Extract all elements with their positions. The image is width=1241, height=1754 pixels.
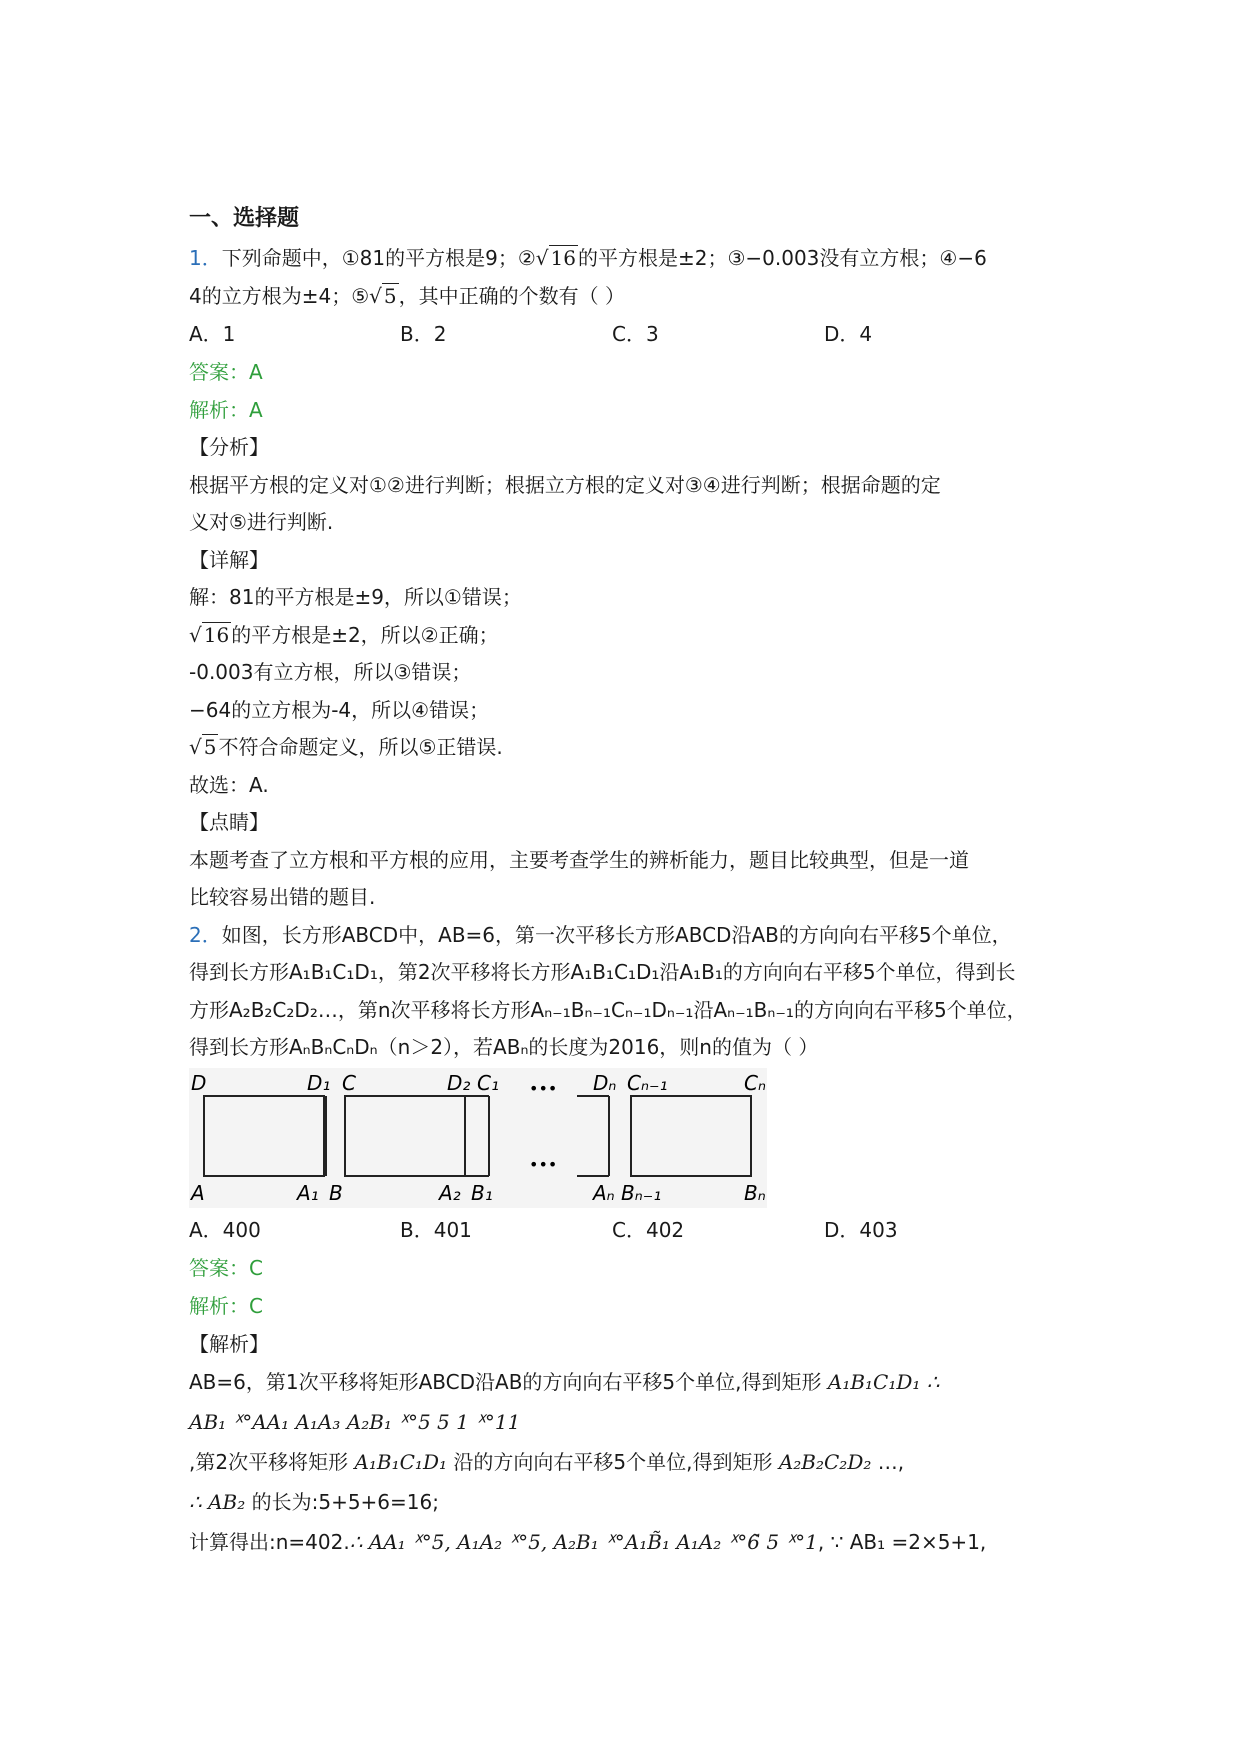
label-Dn: Dₙ: [593, 1071, 617, 1095]
q2-figure: [189, 1068, 767, 1208]
label-dots-bottom: •••: [529, 1155, 558, 1174]
label-Cn: Cₙ: [744, 1071, 766, 1095]
label-D2: D₂: [447, 1071, 471, 1095]
label-Bn-1: Bₙ₋₁: [621, 1181, 662, 1205]
q1-detail-6: 故选：A.: [189, 773, 269, 797]
q2-analysis-short: 解析：C: [189, 1294, 263, 1318]
q1-option-c[interactable]: C．3: [612, 322, 659, 346]
q2-solution-5: 计算得出:n=402.∴ AA₁ ᕽ°5, A₁A₂ ᕽ°5, A₂B₁ ᕽ°A₁B̃₁ A₁A₂ ᕽ°6̃ 5 ᕽ°1, ∵ AB₁ =2×5+1,: [189, 1530, 987, 1554]
q1-option-d[interactable]: D．4: [824, 322, 873, 346]
q1-answer: 答案：A: [189, 360, 263, 384]
label-C1: C₁: [477, 1071, 499, 1095]
label-D1: D₁: [307, 1071, 331, 1095]
label-A2: A₂: [439, 1181, 461, 1205]
label-Cn-1: Cₙ₋₁: [627, 1071, 668, 1095]
label-An: Aₙ: [593, 1181, 615, 1205]
label-D: D: [191, 1071, 207, 1095]
q2-answer: 答案：C: [189, 1256, 263, 1280]
q2-jiexi-heading: 【解析】: [189, 1332, 269, 1356]
q1-fenxi-1: 根据平方根的定义对①②进行判断；根据立方根的定义对③④进行判断；根据命题的定: [189, 473, 941, 497]
q1-line2: 4的立方根为±4；⑤√ 5 ，其中正确的个数有（ ）: [189, 284, 625, 308]
q1-number: 1．: [189, 246, 222, 270]
label-Bn: Bₙ: [744, 1181, 766, 1205]
q1-option-b[interactable]: B．2: [400, 322, 447, 346]
q1-detail-5: √ 5 不符合命题定义，所以⑤正错误.: [189, 735, 503, 759]
q1-analysis-short: 解析：A: [189, 398, 263, 422]
label-B: B: [329, 1181, 343, 1205]
q2-number: 2．: [189, 923, 222, 947]
q1-fenxi-heading: 【分析】: [189, 435, 269, 459]
label-A: A: [191, 1181, 205, 1205]
q2-option-b[interactable]: B．401: [400, 1218, 472, 1242]
label-dots-top: •••: [529, 1079, 558, 1098]
q1-xiangjie-heading: 【详解】: [189, 548, 269, 572]
sqrt-symbol: √ 5: [189, 735, 217, 759]
q2-option-d[interactable]: D．403: [824, 1218, 898, 1242]
q2-option-c[interactable]: C．402: [612, 1218, 685, 1242]
q1-detail-2: √ 16 的平方根是±2，所以②正确；: [189, 623, 499, 647]
label-C: C: [342, 1071, 356, 1095]
q1-detail-4: −64的立方根为-4，所以④错误；: [189, 698, 490, 722]
q1-detail-1: 解：81的平方根是±9，所以①错误；: [189, 585, 522, 609]
q2-line4: 得到长方形AₙBₙCₙDₙ（n＞2），若ABₙ的长度为2016，则n的值为（ ）: [189, 1035, 819, 1059]
q2-option-a[interactable]: A．400: [189, 1218, 261, 1242]
q2-line3: 方形A₂B₂C₂D₂…，第n次平移将长方形Aₙ₋₁Bₙ₋₁Cₙ₋₁Dₙ₋₁沿Aₙ₋₁Bₙ₋₁的方向向右平移5个单位，: [189, 998, 1027, 1022]
q2-solution-3: ,第2次平移将矩形 A₁B₁C₁D₁ 沿的方向向右平移5个单位,得到矩形 A₂B₂C₂D₂ …,: [189, 1450, 905, 1474]
q1-dianjing-2: 比较容易出错的题目.: [189, 885, 376, 909]
label-B1: B₁: [471, 1181, 493, 1205]
q1-line1: 1．下列命题中，①81的平方根是9；②√ 16 的平方根是±2；③−0.003没有立方根；④−6: [189, 246, 987, 270]
q1-fenxi-2: 义对⑤进行判断.: [189, 510, 334, 534]
q2-solution-2: AB₁ ᕽ°AA₁ A₁A₃ A₂B₁ ᕽ°5 5 1 ᕽ°11: [189, 1410, 521, 1434]
q1-detail-3: -0.003有立方根，所以③错误；: [189, 660, 472, 684]
label-A1: A₁: [297, 1181, 319, 1205]
q1-dianjing-1: 本题考查了立方根和平方根的应用，主要考查学生的辨析能力，题目比较典型，但是一道: [189, 848, 969, 872]
sqrt-symbol: √ 5: [369, 284, 397, 308]
q2-solution-4: ∴ AB₂ 的长为:5+5+6=16;: [189, 1490, 439, 1514]
q1-text: 下列命题中，①81的平方根是9；②: [221, 246, 536, 270]
q1-option-a[interactable]: A．1: [189, 322, 236, 346]
sqrt-symbol: √ 16: [189, 623, 230, 647]
section-title: 一、选择题: [189, 206, 300, 231]
q2-line2: 得到长方形A₁B₁C₁D₁，第2次平移将长方形A₁B₁C₁D₁沿A₁B₁的方向向右平移5个单位，得到长: [189, 960, 1016, 984]
sqrt-symbol: √ 16: [535, 246, 576, 270]
q1-dianjing-heading: 【点睛】: [189, 810, 269, 834]
q2-line1: 2．如图，长方形ABCD中，AB=6，第一次平移长方形ABCD沿AB的方向向右平移5个单位，: [189, 923, 1012, 947]
q2-solution-1: AB=6，第1次平移将矩形ABCD沿AB的方向向右平移5个单位,得到矩形 A₁B₁C₁D₁ ∴: [189, 1370, 940, 1394]
